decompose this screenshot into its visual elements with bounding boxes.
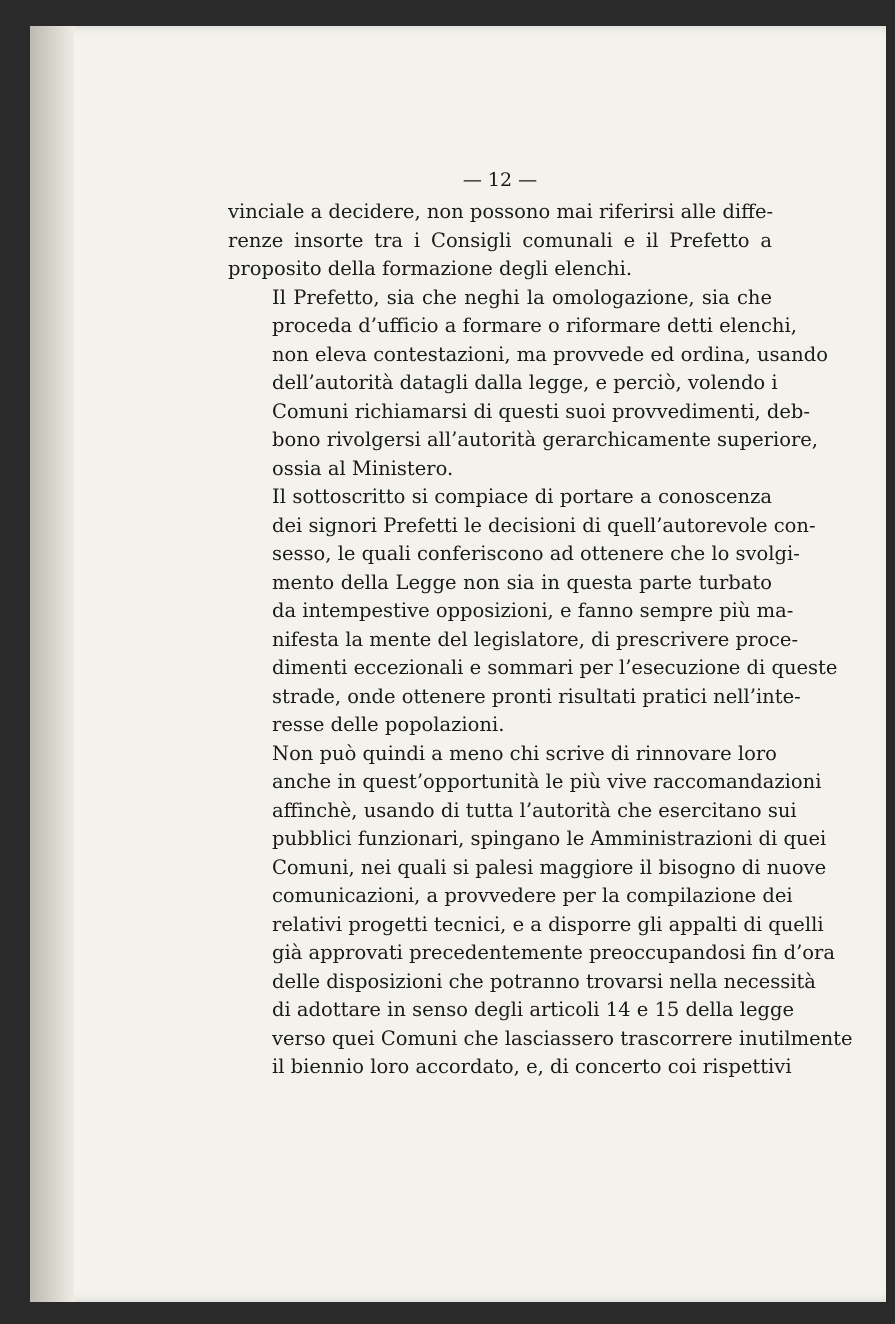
paragraph (228, 284, 828, 484)
text-line: delle disposizioni che potranno trovarsi nella necessità (272, 969, 816, 993)
text-line: pubblici funzionari, spingano le Amministrazioni di quei (272, 827, 827, 850)
text-block (228, 168, 853, 1082)
text-line: Comuni, nei quali si palesi maggiore il bisogno di nuove (272, 855, 827, 879)
page-number: — 12 — (462, 169, 538, 191)
text-line: Non può quindi a meno chi scrive di rinnovare loro (272, 741, 777, 765)
text-line: sesso, le quali conferiscono ad ottenere che lo svolgi- (272, 542, 800, 565)
text-line: già approvati precedentemente preoccupandosi fin d’ora (272, 941, 835, 964)
paragraph (228, 483, 838, 740)
page-binding-shadow (30, 26, 74, 1302)
text-line: Il Prefetto, sia che neghi la omologazione, sia che (272, 285, 772, 309)
text-line: proposito della formazione degli elenchi. (228, 257, 633, 280)
text-line: vinciale a decidere, non possono mai riferirsi alle diffe- (228, 200, 774, 223)
text-line: da intempestive opposizioni, e fanno sempre più ma- (272, 599, 794, 622)
text-line: ossia al Ministero. (272, 456, 454, 480)
paragraph (228, 740, 853, 1082)
text-line: affinchè, usando di tutta l’autorità che esercitano sui (272, 798, 797, 822)
text-line: dei signori Prefetti le decisioni di quell’autorevole con- (272, 513, 816, 537)
paragraphs (228, 198, 853, 1082)
text-line: proceda d’ufficio a formare o riformare detti elenchi, (272, 314, 797, 337)
text-line: il biennio loro accordato, e, di concerto coi rispettivi (272, 1055, 792, 1078)
text-line: dell’autorità datagli dalla legge, e perciò, volendo i (272, 371, 778, 394)
text-line: nifesta la mente del legislatore, di prescrivere proce- (272, 627, 799, 651)
text-line: non eleva contestazioni, ma provvede ed ordina, usando (272, 342, 828, 366)
text-line: verso quei Comuni che lasciassero trascorrere inutilmente (272, 1026, 853, 1050)
text-line: Comuni richiamarsi di questi suoi provvedimenti, deb- (272, 399, 810, 423)
text-line: bono rivolgersi all’autorità gerarchicamente superiore, (272, 428, 818, 451)
text-line: comunicazioni, a provvedere per la compilazione dei (272, 884, 793, 907)
text-line: relativi progetti tecnici, e a disporre gli appalti di quelli (272, 912, 824, 936)
text-line: mento della Legge non sia in questa parte turbato (272, 570, 772, 594)
text-line: Il sottoscritto si compiace di portare a conoscenza (272, 485, 772, 508)
paragraph (228, 198, 772, 284)
text-line: di adottare in senso degli articoli 14 e 15 della legge (272, 998, 795, 1021)
text-line: anche in quest’opportunità le più vive raccomandazioni (272, 770, 822, 793)
text-line: renze insorte tra i Consigli comunali e il Prefetto a (228, 228, 772, 252)
text-line: resse delle popolazioni. (272, 713, 505, 736)
text-line: strade, onde ottenere pronti risultati pratici nell’inte- (272, 684, 801, 708)
text-line: dimenti eccezionali e sommari per l’esecuzione di queste (272, 656, 838, 679)
